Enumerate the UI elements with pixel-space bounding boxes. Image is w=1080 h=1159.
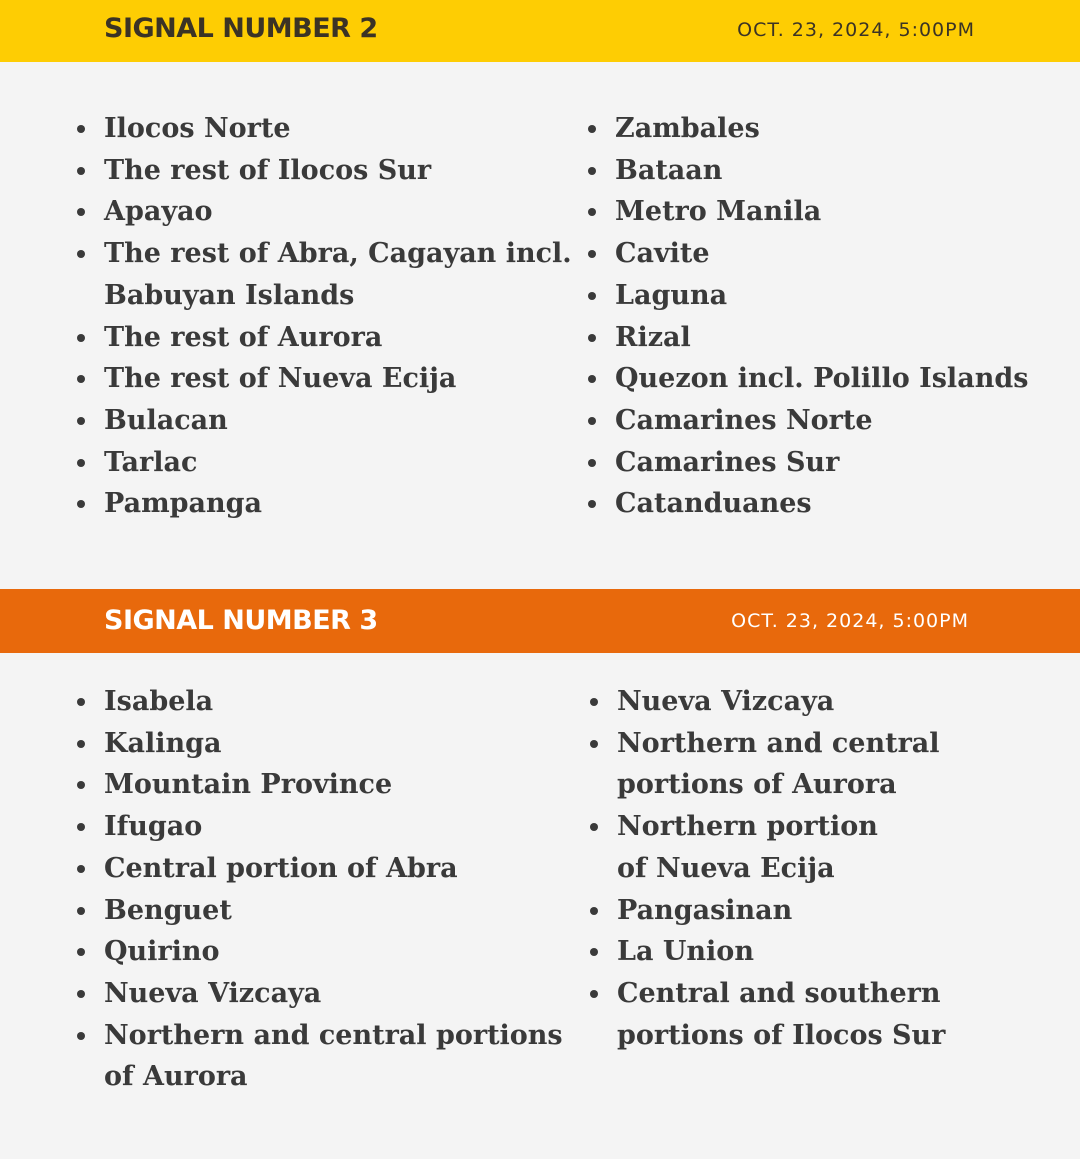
area-item <box>615 400 1028 442</box>
area-line: Central and southern <box>617 977 941 1009</box>
area-line: Quirino <box>104 936 220 968</box>
area-line: Pangasinan <box>617 894 793 926</box>
area-line: Quezon incl. Polillo Islands <box>615 363 1029 395</box>
area-line: portions of Aurora <box>617 769 897 801</box>
area-line: Rizal <box>615 321 691 353</box>
area-item <box>104 358 572 400</box>
area-item <box>104 973 563 1015</box>
area-line: The rest of Aurora <box>104 321 383 353</box>
signal-2-left-list <box>104 108 572 525</box>
area-line: Isabela <box>104 686 214 717</box>
area-line: Nueva Vizcaya <box>617 686 835 717</box>
area-item <box>104 1015 563 1098</box>
area-item <box>615 317 1028 359</box>
area-item <box>617 890 945 932</box>
area-item <box>104 400 572 442</box>
area-line: Catanduanes <box>615 488 812 520</box>
area-item <box>615 442 1028 484</box>
signal-2-date: OCT. 23, 2024, 5:00PM <box>737 19 975 41</box>
signal-3-header <box>0 589 1080 653</box>
area-item <box>104 317 572 359</box>
area-line: of Nueva Ecija <box>617 852 835 884</box>
area-item <box>615 275 1028 317</box>
area-item <box>617 931 945 973</box>
area-item <box>104 108 572 150</box>
area-line: Nueva Vizcaya <box>104 977 322 1009</box>
area-line: Laguna <box>615 279 728 311</box>
area-item <box>104 483 572 525</box>
area-item <box>104 150 572 192</box>
area-line: Bataan <box>615 154 723 186</box>
area-item <box>615 108 1028 150</box>
area-item <box>104 191 572 233</box>
area-line: Apayao <box>104 196 213 228</box>
area-line: Camarines Sur <box>615 446 840 478</box>
area-line: Benguet <box>104 894 232 926</box>
area-line: Metro Manila <box>615 196 822 228</box>
area-item <box>617 681 945 723</box>
area-line: Pampanga <box>104 488 263 520</box>
area-item <box>615 483 1028 525</box>
area-item <box>104 681 563 723</box>
area-item <box>104 890 563 932</box>
area-line: Zambales <box>615 113 760 144</box>
area-item <box>104 848 563 890</box>
area-line: Babuyan Islands <box>104 279 355 311</box>
signal-2-right-list <box>615 108 1028 525</box>
area-line: La Union <box>617 936 754 968</box>
area-item <box>104 931 563 973</box>
area-item <box>615 233 1028 275</box>
area-line: Tarlac <box>104 446 198 478</box>
area-line: Ifugao <box>104 811 203 843</box>
area-line: portions of Ilocos Sur <box>617 1019 946 1051</box>
signal-2-header <box>0 0 1080 62</box>
area-item <box>104 442 572 484</box>
area-item <box>617 723 945 806</box>
area-line: The rest of Abra, Cagayan incl. <box>104 238 572 270</box>
area-line: Kalinga <box>104 727 222 759</box>
area-item <box>615 191 1028 233</box>
signal-3-title: SIGNAL NUMBER 3 <box>104 605 378 636</box>
signal-3-left-list <box>104 681 563 1098</box>
area-line: The rest of Nueva Ecija <box>104 363 457 395</box>
area-item <box>104 764 563 806</box>
area-item <box>104 233 572 316</box>
signal-2-title: SIGNAL NUMBER 2 <box>104 13 378 44</box>
area-item <box>615 358 1028 400</box>
area-item <box>104 806 563 848</box>
area-line: of Aurora <box>104 1061 248 1093</box>
area-line: Mountain Province <box>104 769 393 801</box>
area-line: Northern portion <box>617 811 878 843</box>
area-line: Northern and central portions <box>104 1019 563 1051</box>
area-line: Ilocos Norte <box>104 113 291 144</box>
area-line: Bulacan <box>104 404 228 436</box>
area-line: Camarines Norte <box>615 404 873 436</box>
signal-3-right-list <box>617 681 945 1056</box>
area-line: The rest of Ilocos Sur <box>104 154 432 186</box>
signal-3-date: OCT. 23, 2024, 5:00PM <box>731 610 969 632</box>
area-item <box>617 806 945 889</box>
area-item <box>104 723 563 765</box>
area-item <box>615 150 1028 192</box>
area-line: Cavite <box>615 238 710 270</box>
area-item <box>617 973 945 1056</box>
area-line: Central portion of Abra <box>104 852 458 884</box>
area-line: Northern and central <box>617 727 940 759</box>
